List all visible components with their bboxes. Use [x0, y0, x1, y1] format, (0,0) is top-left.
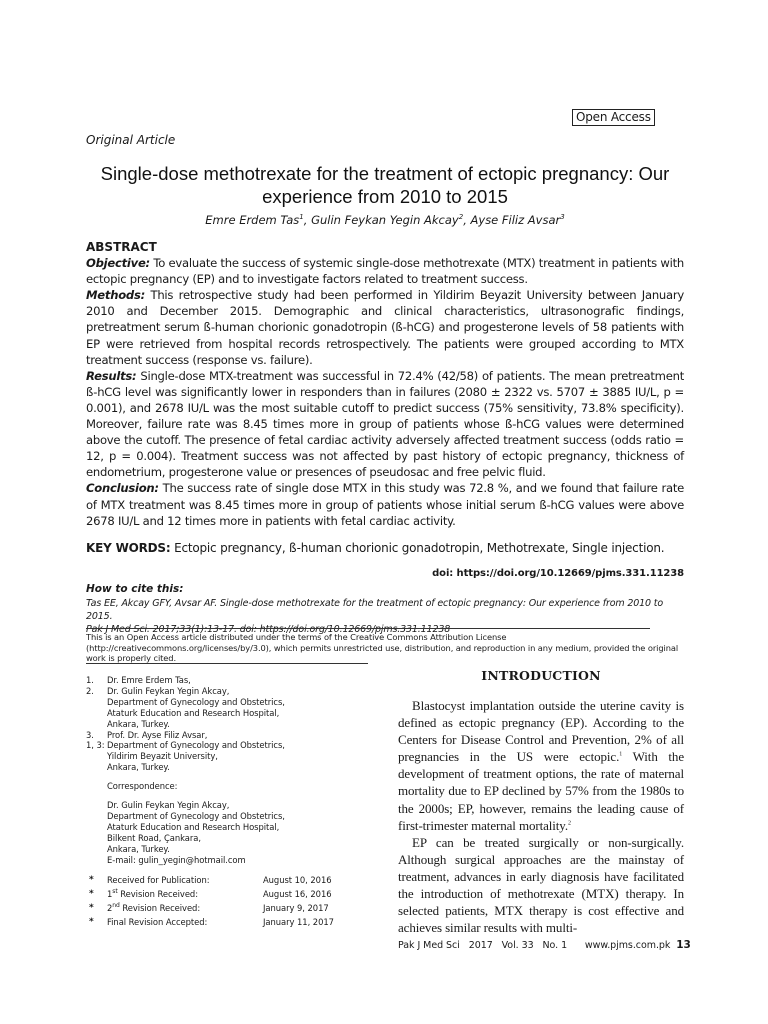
date-label: Received for Publication: — [107, 874, 210, 885]
affiliation-text: Ankara, Turkey. — [107, 762, 170, 773]
date-row — [86, 917, 376, 931]
keywords-text: Ectopic pregnancy, ß-human chorionic gonadotropin, Methotrexate, Single injection. — [174, 541, 665, 555]
license-text: This is an Open Access article distributed under the terms of the Creative Commons Attribution License (http://creativecommons.org/licenses/by/3.0), which permits unrestricted use, distribution, and reproduction in any medium, provided the original work is properly cited. — [86, 632, 679, 663]
date-value: August 10, 2016 — [263, 874, 332, 885]
section-label: Objective: — [86, 256, 150, 271]
cite-heading: How to cite this: — [86, 583, 184, 595]
article-type: Original Article — [86, 133, 176, 147]
affiliation-text: Department of Gynecology and Obstetrics, — [107, 696, 285, 707]
date-label: Final Revision Accepted: — [107, 917, 208, 928]
affiliation-row — [86, 675, 376, 686]
citation-line: Pak J Med Sci. 2017;33(1):13-17. doi: https://doi.org/10.12669/pjms.331.11238 — [86, 624, 451, 635]
affiliations-block — [86, 675, 376, 931]
affiliation-text: Department of Gynecology and Obstetrics, — [107, 740, 285, 751]
affiliation-text: Ataturk Education and Research Hospital, — [107, 707, 280, 718]
author-affiliation-mark: 2 — [458, 213, 464, 222]
correspondence-text: Ankara, Turkey. — [107, 843, 170, 854]
doi-link[interactable]: doi: https://doi.org/10.12669/pjms.331.11238 — [432, 568, 684, 579]
author-affiliation-mark: 3 — [560, 213, 565, 222]
citation — [86, 597, 686, 636]
section-label: Conclusion: — [86, 481, 159, 496]
open-access-badge: Open Access — [572, 109, 655, 126]
paragraph: Blastocyst implantation outside the uterine cavity is defined as ectopic pregnancy (EP). According to the Centers for Disease Control and Prevention, 2% of all pregnancies in the US were ectopic.$^1$ With the development of treatment options, the rate of maternal mortality due to EP declined by 57% from the 1980s to the 2000s; EP, however, remains the leading cause of first-trimester maternal mortality.$^2$ — [398, 698, 684, 833]
bullet-icon: * — [89, 902, 94, 913]
bullet-icon: * — [89, 917, 94, 928]
date-row — [86, 889, 376, 903]
paragraph: EP can be treated surgically or non-surgically. Although surgical approaches are the mainstay of treatment, advances in early diagnosis have facilitated the introduction of methotrexate (MTX) therapy. In selected patients, MTX therapy is cost effective and achieves similar results with multi- — [398, 834, 684, 936]
correspondence-label: Correspondence: — [107, 781, 178, 792]
date-row — [86, 903, 376, 917]
affiliation-number: 1. — [86, 675, 94, 685]
abstract-conclusion — [86, 480, 684, 528]
author-list: Emre Erdem Tas$^1$, Gulin Feykan Yegin Akcay$^2$, Ayse Filiz Avsar$^3$ — [205, 213, 565, 227]
correspondence-text: Bilkent Road, Çankara, — [107, 832, 201, 843]
affiliation-text: Ankara, Turkey. — [107, 718, 170, 729]
date-label: 1st Revision Received: — [107, 887, 198, 899]
section-label: Results: — [86, 368, 137, 383]
correspondence-text: Dr. Gulin Feykan Yegin Akcay, — [107, 800, 230, 811]
section-text: This retrospective study had been performed in Yildirim Beyazit University between January 2010 and December 2015. Demographic and clinical characteristics, ultrasonografic findings, pretreatment serum ß-human chorionic gonadotropin (ß-hCG) and progesterone levels of 58 patients with EP were retrieved from hospital records retrospectively. The patients were grouped according to MTX treatment success (response vs. failure). — [86, 288, 685, 367]
article-title: Single-dose methotrexate for the treatment of ectopic pregnancy: Our experience from 2010 to 2015 — [100, 163, 670, 207]
author-name: Gulin Feykan Yegin Akcay — [311, 213, 459, 227]
correspondence-text: Department of Gynecology and Obstetrics, — [107, 810, 285, 821]
correspondence-email[interactable]: E-mail: gulin_yegin@hotmail.com — [107, 854, 246, 865]
section-text: To evaluate the success of systemic single-dose methotrexate (MTX) treatment in patients with ectopic pregnancy (EP) and to investigate factors related to treatment success. — [86, 256, 685, 287]
bullet-icon: * — [89, 888, 94, 899]
section-label: Methods: — [86, 288, 145, 303]
section-text: The success rate of single dose MTX in this study was 72.8 %, and we found that failure rate of MTX treatment was 8.45 times more in group of patients whose initial serum ß-hCG values were above 2678 IU/L and 12 times more in patients with fetal cardiac activity. — [86, 481, 685, 528]
date-value: January 11, 2017 — [263, 917, 334, 928]
abstract-objective — [86, 255, 684, 287]
affiliation-number: 1, 3: — [86, 740, 105, 751]
affiliation-text: Prof. Dr. Ayse Filiz Avsar, — [107, 729, 208, 740]
affiliation-row — [86, 740, 376, 751]
date-value: January 9, 2017 — [263, 902, 329, 913]
author-name: Emre Erdem Tas — [205, 213, 300, 227]
date-label: 2nd Revision Received: — [107, 902, 201, 913]
author-affiliation-mark: 1 — [299, 213, 304, 222]
introduction-body — [398, 697, 684, 936]
journal-info: Pak J Med Sci 2017 Vol. 33 No. 1 www.pjms.com.pk — [398, 940, 671, 951]
divider — [86, 663, 368, 664]
section-text: Single-dose MTX-treatment was successful in 72.4% (42/58) of patients. The mean pretreatment ß-hCG level was significantly lower in responders than in failures (2080 ± 2322 vs. 5707 ± 3885 IU/L, p = 0.001), and 2678 IU/L was the most suitable cutoff to predict success (75% sensitivity, 73.8% specificity). Moreover, failure rate was 8.45 times more in group of patients whose ß-hCG values were determined above the cutoff. The presence of fetal cardiac activity adversely affected treatment success (odds ratio = 12, p = 0.004). Treatment success was not affected by past history of ectopic pregnancy, thickness of endometrium, progesterone value or presences of pseudosac and free pelvic fluid. — [86, 368, 684, 480]
page-number: 13 — [676, 939, 691, 951]
citation-line: Tas EE, Akcay GFY, Avsar AF. Single-dose methotrexate for the treatment of ectopic pregnancy: Our experience from 2010 to 2015. — [86, 598, 664, 622]
bullet-icon: * — [89, 874, 94, 885]
affiliation-number: 3. — [86, 729, 94, 740]
abstract-results — [86, 368, 684, 481]
date-row — [86, 875, 376, 889]
reference-mark: 1 — [619, 751, 623, 758]
affiliation-text: Dr. Emre Erdem Tas, — [107, 675, 191, 685]
affiliation-row — [86, 730, 376, 741]
author-name: Ayse Filiz Avsar — [470, 213, 561, 227]
affiliation-text: Dr. Gulin Feykan Yegin Akcay, — [107, 685, 230, 696]
affiliation-number: 2. — [86, 685, 94, 696]
dates-list — [86, 875, 376, 932]
keywords-label: KEY WORDS: — [86, 541, 171, 555]
abstract — [86, 239, 684, 529]
reference-mark: 2 — [568, 820, 571, 827]
abstract-heading: ABSTRACT — [86, 240, 157, 254]
affiliation-text: Yildirim Beyazit University, — [107, 751, 218, 762]
abstract-methods — [86, 287, 684, 367]
date-value: August 16, 2016 — [263, 888, 332, 899]
affiliation-row — [86, 686, 376, 697]
page-footer — [398, 939, 691, 951]
keywords — [86, 541, 686, 555]
correspondence-text: Ataturk Education and Research Hospital, — [107, 821, 280, 832]
introduction-heading: INTRODUCTION — [481, 668, 601, 683]
divider — [86, 628, 650, 629]
